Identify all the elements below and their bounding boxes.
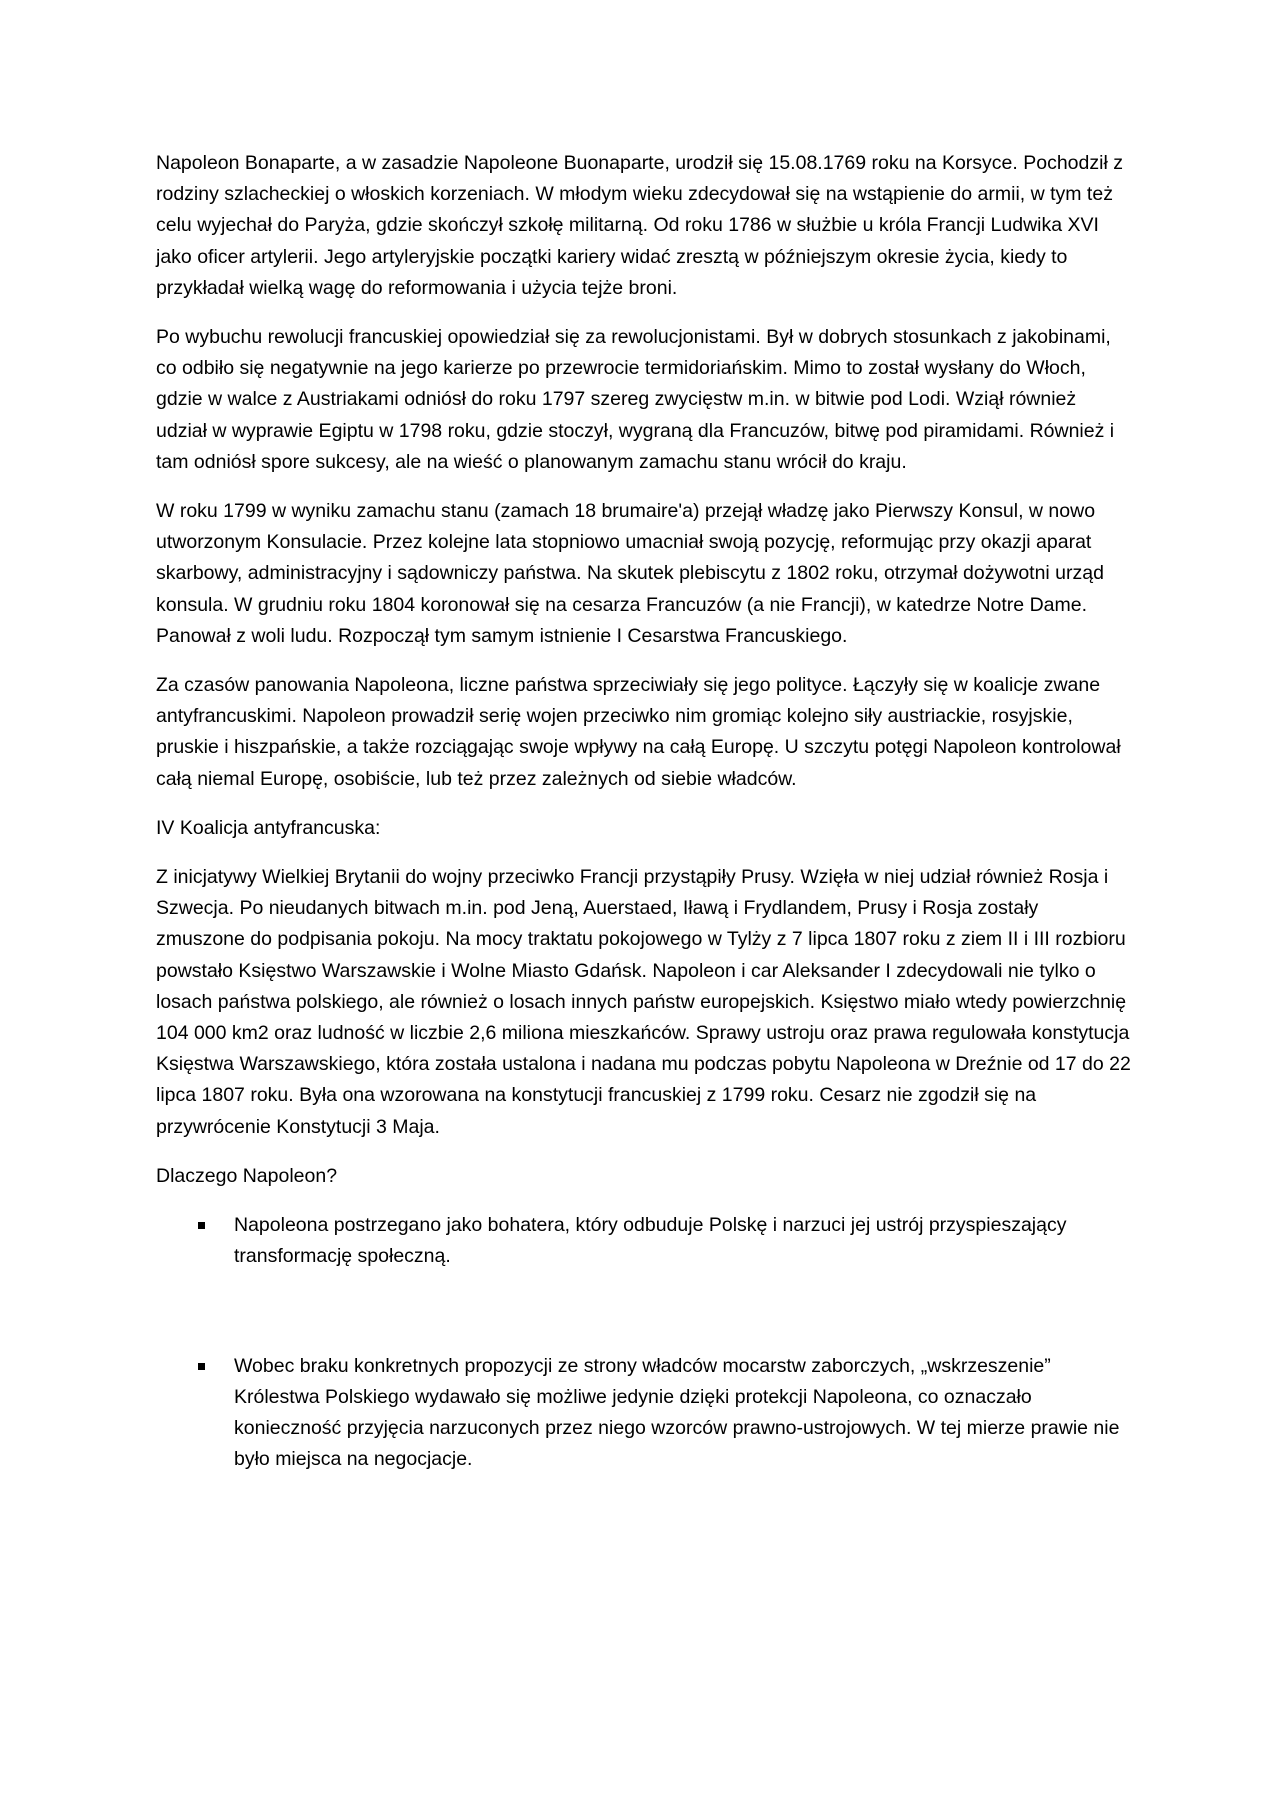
paragraph-consulate: W roku 1799 w wyniku zamachu stanu (zamach 18 brumaire'a) przejął władzę jako Pierwszy Konsul, w nowo utworzonym Konsulacie. Przez kolejne lata stopniowo umacniał swoją pozycję, reformując przy okazji aparat skarbowy, administracyjny i sądowniczy państwa. Na skutek plebiscytu z 1802 roku, otrzymał dożywotni urząd konsula. W grudniu roku 1804 koronował się na cesarza Francuzów (a nie Francji), w katedrze Notre Dame. Panował z woli ludu. Rozpoczął tym samym istnienie I Cesarstwa Francuskiego. <box>156 500 1104 647</box>
section-heading-why-napoleon: Dlaczego Napoleon? <box>156 1164 338 1187</box>
list-item-text: Napoleona postrzegano jako bohatera, który odbuduje Polskę i narzuci jej ustrój przyspieszający transformację społeczną. <box>234 1214 1067 1268</box>
paragraph-revolution: Po wybuchu rewolucji francuskiej opowiedział się za rewolucjonistami. Był w dobrych stosunkach z jakobinami, co odbiło się negatywnie na jego karierze po przewrocie termidoriańskim. Mimo to został wysłany do Włoch, gdzie w walce z Austriakami odniósł do roku 1797 szereg zwycięstw m.in. w bitwie pod Lodi. Wziął również udział w wyprawie Egiptu w 1798 roku, gdzie stoczył, wygraną dla Francuzów, bitwę pod piramidami. Również i tam odniósł spore sukcesy, ale na wieść o planowanym zamachu stanu wrócił do kraju. <box>156 326 1115 473</box>
document-page <box>156 148 1131 1475</box>
list-item-text: Wobec braku konkretnych propozycji ze strony władców mocarstw zaborczych, „wskrzeszenie” Królestwa Polskiego wydawało się możliwe jedynie dzięki protekcji Napoleona, co oznaczało konieczność przyjęcia narzuconych przez niego wzorców prawno-ustrojowych. W tej mierze prawie nie było miejsca na negocjacje. <box>234 1354 1120 1471</box>
section-heading-fourth-coalition: IV Koalicja antyfrancuska: <box>156 816 381 839</box>
square-bullet-icon <box>198 1222 205 1229</box>
paragraph-napoleon-origins: Napoleon Bonaparte, a w zasadzie Napoleone Buonaparte, urodził się 15.08.1769 roku na Korsyce. Pochodził z rodziny szlacheckiej o włoskich korzeniach. W młodym wieku zdecydował się na wstąpienie do armii, w tym też celu wyjechał do Paryża, gdzie skończył szkołę militarną. Od roku 1786 w służbie u króla Francji Ludwika XVI jako oficer artylerii. Jego artyleryjskie początki kariery widać zresztą w późniejszym okresie życia, kiedy to przykładał wielką wagę do reformowania i użycia tejże broni. <box>156 152 1123 299</box>
paragraph-duchy-of-warsaw: Z inicjatywy Wielkiej Brytanii do wojny przeciwko Francji przystąpiły Prusy. Wzięła w niej udział również Rosja i Szwecja. Po nieudanych bitwach m.in. pod Jeną, Auerstaed, Iławą i Frydlandem, Prusy i Rosja zostały zmuszone do podpisania pokoju. Na mocy traktatu pokojowego w Tylży z 7 lipca 1807 roku z ziem II i III rozbioru powstało Księstwo Warszawskie i Wolne Miasto Gdańsk. Napoleon i car Aleksander I zdecydowali nie tylko o losach państwa polskiego, ale również o losach innych państw europejskich. Księstwo miało wtedy powierzchnię 104 000 km2 oraz ludność w liczbie 2,6 miliona mieszkańców. Sprawy ustroju oraz prawa regulowała konstytucja Księstwa Warszawskiego, która została ustalona i nadana mu podczas pobytu Napoleona w Dreźnie od 17 do 22 lipca 1807 roku. Była ona wzorowana na konstytucji francuskiej z 1799 roku. Cesarz nie zgodził się na przywrócenie Konstytucji 3 Maja. <box>156 866 1131 1138</box>
bullet-list <box>156 1210 1131 1475</box>
list-item <box>156 1210 1131 1272</box>
square-bullet-icon <box>198 1363 205 1370</box>
list-item <box>156 1351 1131 1476</box>
paragraph-coalitions: Za czasów panowania Napoleona, liczne państwa sprzeciwiały się jego polityce. Łączyły się w koalicje zwane antyfrancuskimi. Napoleon prowadził serię wojen przeciwko nim gromiąc kolejno siły austriackie, rosyjskie, pruskie i hiszpańskie, a także rozciągając swoje wpływy na całą Europę. U szczytu potęgi Napoleon kontrolował całą niemal Europę, osobiście, lub też przez zależnych od siebie władców. <box>156 674 1121 790</box>
